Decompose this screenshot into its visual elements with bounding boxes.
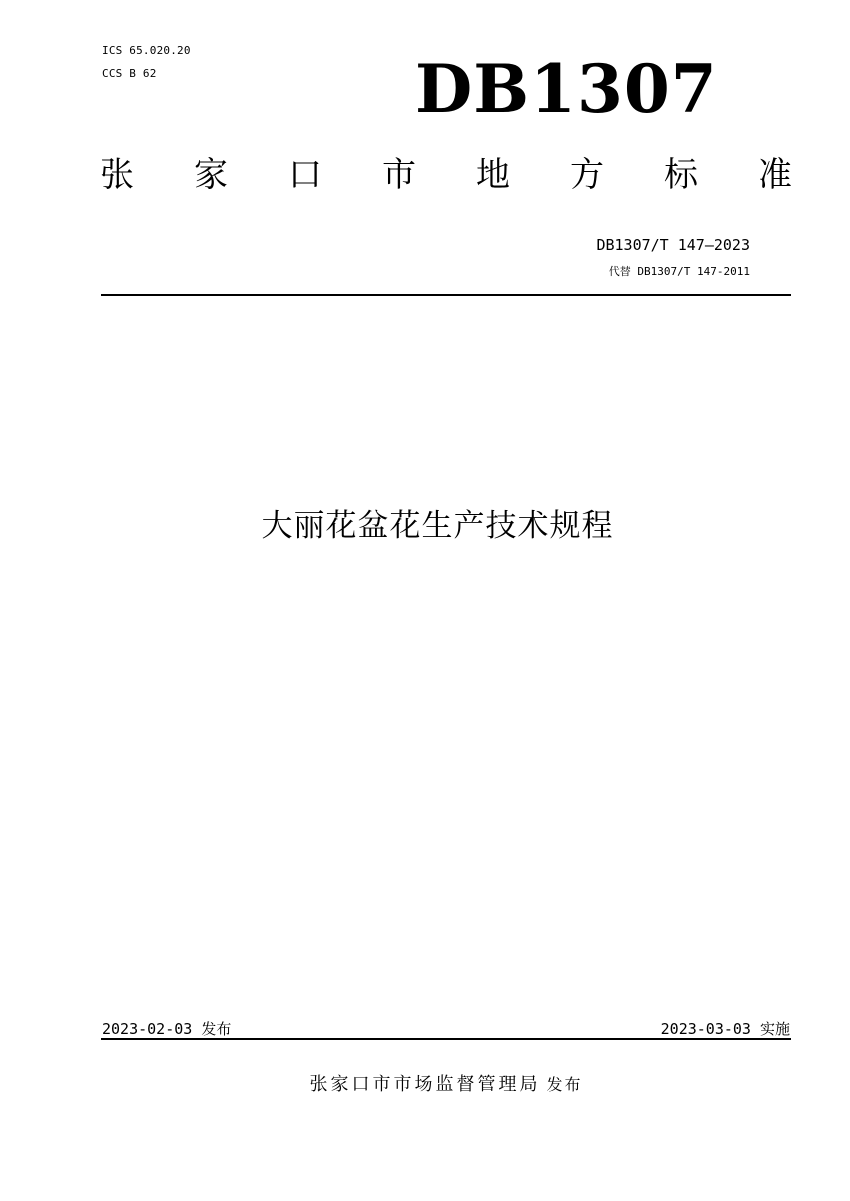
standard-type-char: 市 — [382, 155, 416, 195]
header-divider — [101, 294, 791, 296]
standard-type-char: 方 — [570, 155, 604, 195]
document-title: 大丽花盆花生产技术规程 — [261, 508, 614, 544]
replaces-standard: 代替 DB1307/T 147-2011 — [608, 265, 750, 278]
standard-type-char: 家 — [194, 155, 228, 195]
standard-type-char: 地 — [476, 155, 510, 195]
ics-code: ICS 65.020.20 — [102, 44, 191, 57]
standard-type-heading — [100, 155, 792, 195]
standard-logo: DB1307 — [415, 50, 718, 128]
publisher-line — [0, 1070, 850, 1096]
footer-divider — [101, 1038, 791, 1040]
standard-type-char: 张 — [100, 155, 134, 195]
implementation-date: 2023-03-03 实施 — [660, 1020, 790, 1038]
publisher-label: 发布 — [546, 1075, 583, 1094]
standard-type-char: 口 — [288, 155, 322, 195]
ccs-code: CCS B 62 — [102, 67, 157, 80]
standard-type-char: 准 — [758, 155, 792, 195]
publisher-name: 张家口市市场监督管理局 — [309, 1074, 541, 1095]
standard-type-char: 标 — [664, 155, 698, 195]
standard-number: DB1307/T 147—2023 — [596, 236, 750, 254]
issue-date: 2023-02-03 发布 — [102, 1020, 232, 1038]
